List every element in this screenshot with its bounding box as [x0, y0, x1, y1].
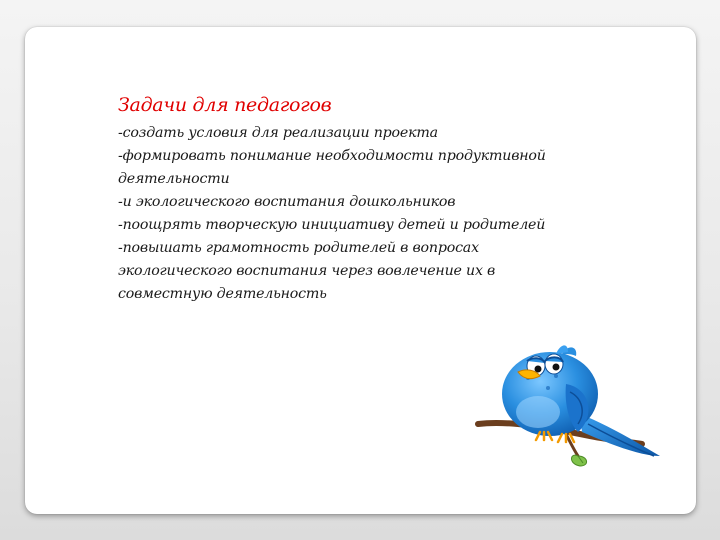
blue-bird-on-branch-icon [470, 332, 670, 472]
task-item: -создать условия для реализации проекта [118, 125, 438, 141]
task-item: -поощрять творческую инициативу детей и родителей [118, 217, 546, 233]
task-list [118, 122, 568, 306]
task-item: -повышать грамотность родителей в вопросах экологического воспитания через вовлечение их в совместную деятельность [118, 240, 496, 302]
slide-title: Задачи для педагогов [118, 94, 332, 116]
slide-content [118, 92, 568, 306]
task-item: -формировать понимание необходимости продуктивной деятельности [118, 148, 546, 187]
task-item: -и экологического воспитания дошкольников [118, 194, 456, 210]
